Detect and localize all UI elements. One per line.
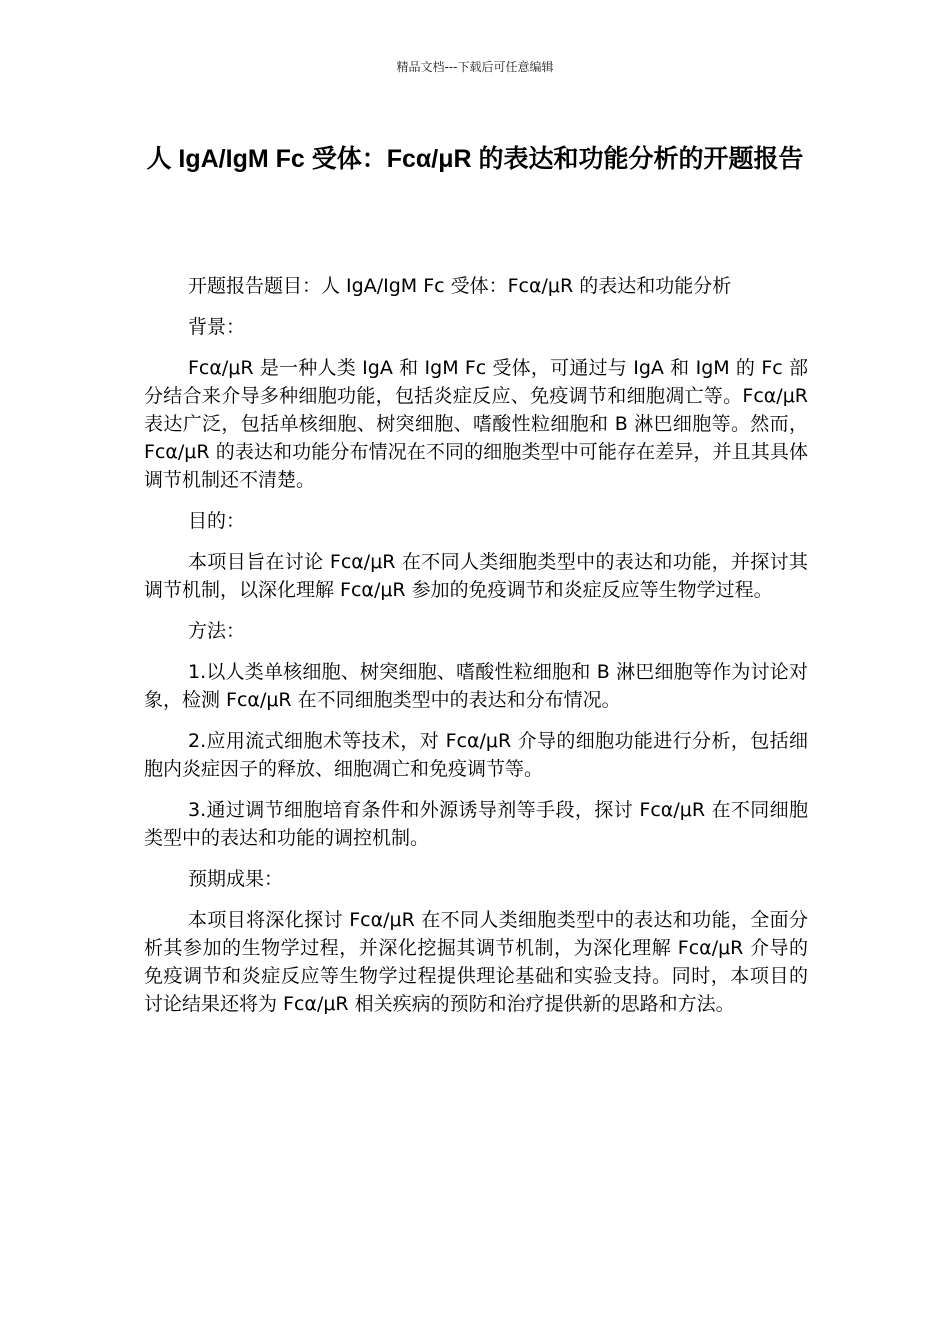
method-item-2: 2.应用流式细胞术等技术，对 Fcα/μR 介导的细胞功能进行分析，包括细胞内炎症因子的释放、细胞凋亡和免疫调节等。 — [144, 730, 808, 780]
document-title: 人 IgA/IgM Fc 受体：Fcα/μR 的表达和功能分析的开题报告 — [146, 145, 804, 173]
document-body — [144, 272, 808, 1031]
page-header-note: 精品文档---下载后可任意编辑 — [396, 60, 554, 74]
section-heading-expected-results: 预期成果： — [188, 868, 284, 890]
section-heading-methods: 方法： — [188, 620, 246, 642]
section-heading-background: 背景： — [188, 316, 246, 338]
method-item-1: 1.以人类单核细胞、树突细胞、嗜酸性粒细胞和 B 淋巴细胞等作为讨论对象，检测 Fcα/μR 在不同细胞类型中的表达和分布情况。 — [144, 661, 808, 711]
expected-results-paragraph: 本项目将深化探讨 Fcα/μR 在不同人类细胞类型中的表达和功能，全面分析其参加的生物学过程，并深化挖掘其调节机制，为深化理解 Fcα/μR 介导的免疫调节和炎症反应等生物学过程提供理论基础和实验支持。同时，本项目的讨论结果还将为 Fcα/μR 相关疾病的预防和治疗提供新的思路和方法。 — [144, 909, 808, 1015]
report-topic-paragraph: 开题报告题目：人 IgA/IgM Fc 受体：Fcα/μR 的表达和功能分析 — [188, 275, 732, 297]
background-paragraph: Fcα/μR 是一种人类 IgA 和 IgM Fc 受体，可通过与 IgA 和 IgM 的 Fc 部分结合来介导多种细胞功能，包括炎症反应、免疫调节和细胞凋亡等。Fcα/μR 表达广泛，包括单核细胞、树突细胞、嗜酸性粒细胞和 B 淋巴细胞等。然而，Fcα/μR 的表达和功能分布情况在不同的细胞类型中可能存在差异，并且其具体调节机制还不清楚。 — [144, 357, 808, 491]
purpose-paragraph: 本项目旨在讨论 Fcα/μR 在不同人类细胞类型中的表达和功能，并探讨其调节机制，以深化理解 Fcα/μR 参加的免疫调节和炎症反应等生物学过程。 — [144, 551, 808, 601]
method-item-3: 3.通过调节细胞培育条件和外源诱导剂等手段，探讨 Fcα/μR 在不同细胞类型中的表达和功能的调控机制。 — [144, 799, 808, 849]
section-heading-purpose: 目的： — [188, 510, 246, 532]
